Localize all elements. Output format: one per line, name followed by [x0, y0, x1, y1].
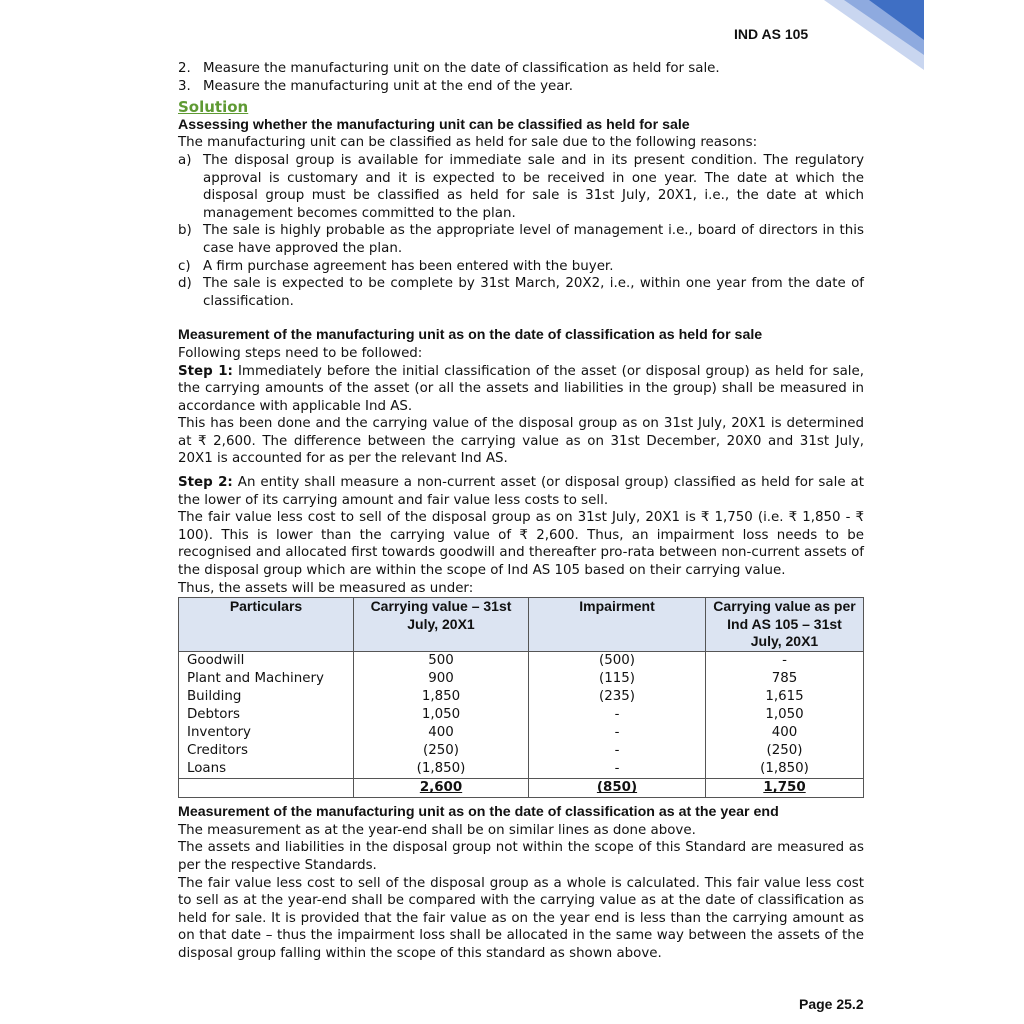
list-item: 2. Measure the manufacturing unit on the date of classification as held for sale.	[178, 61, 720, 76]
measurement-table	[178, 597, 864, 798]
page-content	[178, 60, 864, 963]
paragraph: The fair value less cost to sell of the disposal group as a whole is calculated. This fair value less cost to sell as at the year-end shall be compared with the carrying value as at the date of classification as held for sale. It is provided that the fair value as on the year end is less than the carrying amount as on that date – thus the impairment loss shall be allocated in the same way between the assets of the disposal group falling within the scope of this standard as shown above.	[178, 875, 864, 961]
column-header: Carrying value – 31st July, 20X1	[354, 598, 529, 652]
paragraph: The assets and liabilities in the disposal group not within the scope of this Standard are measured as per the respective Standards.	[178, 840, 864, 873]
page-number: Page 25.2	[799, 996, 864, 1012]
table-row: Plant and Machinery 900 (115) 785	[179, 670, 864, 688]
table-header-row	[179, 598, 864, 652]
list-item: b) The sale is highly probable as the appropriate level of management i.e., board of directors in this case have approved the plan.	[178, 223, 864, 256]
table-row: Loans (1,850) - (1,850)	[179, 760, 864, 779]
table-row: Debtors 1,050 - 1,050	[179, 706, 864, 724]
paragraph: Following steps need to be followed:	[178, 345, 423, 361]
table-row: Goodwill 500 (500) -	[179, 652, 864, 671]
paragraph: The fair value less cost to sell of the disposal group as on 31st July, 20X1 is ₹ 1,750 (i.e. ₹ 1,850 - ₹ 100). This is lower than the carrying value of ₹ 2,600. Thus, an impairment loss needs to be recognised and allocated first towards goodwill and thereafter pro-rata between non-current assets of the disposal group which are within the scope of Ind AS 105 based on their carrying value.	[178, 510, 864, 579]
step-label: Step 1:	[178, 363, 233, 379]
paragraph: The manufacturing unit can be classified as held for sale due to the following reasons:	[178, 135, 758, 151]
table-row: Building 1,850 (235) 1,615	[179, 688, 864, 706]
column-header: Impairment	[529, 598, 706, 652]
paragraph: The measurement as at the year-end shall be on similar lines as done above.	[178, 822, 696, 838]
paragraph: This has been done and the carrying value of the disposal group as on 31st July, 20X1 is determined at ₹ 2,600. The difference between the carrying value as on 31st December, 20X0 and 31st July, 20X1 is accounted for as per the relevant Ind AS.	[178, 416, 864, 467]
column-header: Carrying value as per Ind AS 105 – 31st July, 20X1	[706, 598, 864, 652]
table-row: Creditors (250) - (250)	[179, 742, 864, 760]
table-total-row: 2,600 (850) 1,750	[179, 779, 864, 798]
list-item: c) A firm purchase agreement has been entered with the buyer.	[178, 258, 614, 274]
section-heading: Measurement of the manufacturing unit as on the date of classification as held for sale	[178, 327, 763, 344]
page-header: IND AS 105	[734, 26, 809, 42]
step-1-paragraph: Step 1: Immediately before the initial classification of the asset (or disposal group) as held for sale, the carrying amounts of the asset (or all the assets and liabilities in the group) shall be measured in accordance with applicable Ind AS.	[178, 363, 864, 414]
section-heading: Assessing whether the manufacturing unit can be classified as held for sale	[178, 116, 690, 133]
solution-label: Solution	[178, 98, 249, 117]
step-2-paragraph: Step 2: An entity shall measure a non-current asset (or disposal group) classified as held for sale at the lower of its carrying amount and fair value less costs to sell.	[178, 475, 865, 508]
list-item: 3. Measure the manufacturing unit at the end of the year.	[178, 78, 574, 94]
section-heading: Measurement of the manufacturing unit as on the date of classification as at the year end	[178, 804, 779, 821]
list-item: a) The disposal group is available for immediate sale and in its present condition. The regulatory approval is customary and it is expected to be received in one year. The date at which the disposal group must be classified as held for sale is 31st July, 20X1, i.e., the date at which management becomes committed to the plan.	[178, 152, 864, 221]
step-label: Step 2:	[178, 475, 233, 491]
list-item: d) The sale is expected to be complete by 31st March, 20X2, i.e., within one year from the date of classification.	[178, 276, 864, 309]
paragraph: Thus, the assets will be measured as under:	[178, 580, 474, 596]
column-header: Particulars	[179, 598, 354, 652]
table-row: Inventory 400 - 400	[179, 724, 864, 742]
